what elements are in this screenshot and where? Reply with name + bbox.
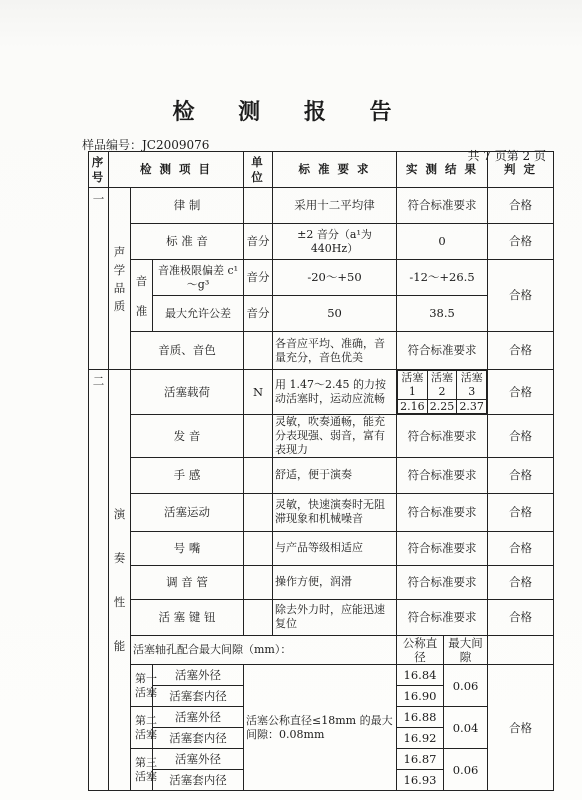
sec1-name: 声学品质 — [109, 188, 131, 370]
item-feel: 手 感 — [131, 457, 244, 493]
report-title: 检 测 报 告 — [172, 99, 410, 125]
header-unit: 单位 — [244, 152, 273, 188]
unit-feel — [244, 457, 273, 493]
result-timbre: 符合标准要求 — [397, 332, 488, 370]
result-standard-pitch: 0 — [397, 224, 488, 260]
result-deviation: -12～+26.5 — [397, 260, 488, 296]
piston-value: 2.25 — [427, 399, 457, 414]
table-row — [89, 224, 554, 260]
piston-2-d2: 16.92 — [397, 728, 444, 749]
unit-lvzhi — [244, 188, 273, 224]
unit-timbre — [244, 332, 273, 370]
table-row — [89, 457, 554, 493]
piston-load-values — [397, 370, 487, 414]
result-valve-button: 符合标准要求 — [397, 599, 488, 635]
table-row — [89, 531, 554, 565]
table-row — [89, 260, 554, 296]
piston-2-inner: 活塞套内径 — [153, 728, 244, 749]
piston-2-gap: 0.04 — [444, 707, 488, 749]
std-feel: 舒适，便于演奏 — [273, 457, 397, 493]
gap-judge: 合格 — [488, 665, 554, 791]
gap-col-nominal: 公称直径 — [397, 635, 444, 665]
gap-col-max: 最大间隙 — [444, 635, 488, 665]
std-sound: 灵敏，吹奏通畅，能充分表现强、弱音，富有表现力 — [273, 415, 397, 457]
unit-deviation: 音分 — [244, 260, 273, 296]
judge-feel: 合格 — [488, 457, 554, 493]
result-feel: 符合标准要求 — [397, 457, 488, 493]
header-standard: 标 准 要 求 — [273, 152, 397, 188]
judge-piston-motion: 合格 — [488, 493, 554, 531]
piston-3-outer: 活塞外径 — [153, 749, 244, 770]
piston-value: 2.16 — [398, 399, 428, 414]
judge-timbre: 合格 — [488, 332, 554, 370]
item-piston-motion: 活塞运动 — [131, 493, 244, 531]
item-valve-button: 活 塞 键 钮 — [131, 599, 244, 635]
piston-head: 活塞1 — [398, 371, 428, 400]
result-tuning-slide: 符合标准要求 — [397, 565, 488, 599]
sec2-number: 二 — [89, 370, 109, 791]
gap-header-row — [89, 635, 554, 665]
std-piston-load: 用 1.47～2.45 的力按动活塞时，运动应流畅 — [273, 370, 397, 415]
table-row — [89, 665, 554, 686]
std-deviation: -20～+50 — [273, 260, 397, 296]
unit-piston-motion — [244, 493, 273, 531]
report-table — [88, 151, 554, 791]
std-tolerance: 50 — [273, 296, 397, 332]
sec2-name: 演奏性能 — [109, 370, 131, 791]
item-standard-pitch: 标 准 音 — [131, 224, 244, 260]
std-valve-button: 除去外力时，应能迅速复位 — [273, 599, 397, 635]
item-lvzhi: 律 制 — [131, 188, 244, 224]
gap-header-judge — [488, 635, 554, 665]
piston-3-gap: 0.06 — [444, 749, 488, 791]
header-seq: 序号 — [89, 152, 109, 188]
unit-tolerance: 音分 — [244, 296, 273, 332]
piston-2-name: 第二活塞 — [131, 707, 153, 749]
std-lvzhi: 采用十二平均律 — [273, 188, 397, 224]
piston-head: 活塞2 — [427, 371, 457, 400]
unit-tuning-slide — [244, 565, 273, 599]
piston-3-d1: 16.87 — [397, 749, 444, 770]
piston-3-d2: 16.93 — [397, 770, 444, 791]
item-mouthpiece: 号 嘴 — [131, 531, 244, 565]
table-row — [89, 332, 554, 370]
piston-1-d1: 16.84 — [397, 665, 444, 686]
header-judge: 判 定 — [488, 152, 554, 188]
judge-mouthpiece: 合格 — [488, 531, 554, 565]
piston-3-name: 第三活塞 — [131, 749, 153, 791]
page-info: 共 7 页第 2 页 — [467, 149, 546, 163]
table-row — [89, 415, 554, 457]
piston-2-d1: 16.88 — [397, 707, 444, 728]
table-row — [89, 565, 554, 599]
item-piston-load: 活塞载荷 — [131, 370, 244, 415]
item-timbre: 音质、音色 — [131, 332, 244, 370]
piston-2-outer: 活塞外径 — [153, 707, 244, 728]
table-row — [89, 370, 554, 415]
result-lvzhi: 符合标准要求 — [397, 188, 488, 224]
piston-1-inner: 活塞套内径 — [153, 686, 244, 707]
judge-valve-button: 合格 — [488, 599, 554, 635]
sample-number: 样品编号：JC2009076 — [82, 138, 210, 152]
item-tolerance: 最大允许公差 — [153, 296, 244, 332]
piston-1-name: 第一活塞 — [131, 665, 153, 707]
result-sound: 符合标准要求 — [397, 415, 488, 457]
judge-standard-pitch: 合格 — [488, 224, 554, 260]
gap-title: 活塞轴孔配合最大间隙（mm）： — [131, 635, 397, 665]
result-mouthpiece: 符合标准要求 — [397, 531, 488, 565]
piston-1-gap: 0.06 — [444, 665, 488, 707]
table-row — [89, 188, 554, 224]
result-piston-load — [397, 370, 488, 415]
piston-value: 2.37 — [457, 399, 487, 414]
unit-standard-pitch: 音分 — [244, 224, 273, 260]
judge-tuning-slide: 合格 — [488, 565, 554, 599]
header-result: 实 测 结 果 — [397, 152, 488, 188]
table-row — [89, 296, 554, 332]
std-tuning-slide: 操作方便，润滑 — [273, 565, 397, 599]
judge-sound: 合格 — [488, 415, 554, 457]
piston-1-d2: 16.90 — [397, 686, 444, 707]
gap-standard: 活塞公称直径≤18mm 的最大间隙：0.08mm — [244, 665, 397, 791]
result-tolerance: 38.5 — [397, 296, 488, 332]
sec1-number: 一 — [89, 188, 109, 370]
result-piston-motion: 符合标准要求 — [397, 493, 488, 531]
piston-head: 活塞3 — [457, 371, 487, 400]
yinzhun-label: 音准 — [131, 260, 153, 332]
judge-piston-load: 合格 — [488, 370, 554, 415]
std-timbre: 各音应平均、准确，音量充分，音色优美 — [273, 332, 397, 370]
item-tuning-slide: 调 音 管 — [131, 565, 244, 599]
table-row — [89, 493, 554, 531]
piston-3-inner: 活塞套内径 — [153, 770, 244, 791]
item-sound: 发 音 — [131, 415, 244, 457]
piston-1-outer: 活塞外径 — [153, 665, 244, 686]
std-standard-pitch: ±2 音分（a¹为 440Hz） — [273, 224, 397, 260]
judge-yinzhun: 合格 — [488, 260, 554, 332]
unit-sound — [244, 415, 273, 457]
header-row — [89, 152, 554, 188]
judge-lvzhi: 合格 — [488, 188, 554, 224]
unit-valve-button — [244, 599, 273, 635]
header-item: 检 测 项 目 — [109, 152, 244, 188]
unit-piston-load: N — [244, 370, 273, 415]
unit-mouthpiece — [244, 531, 273, 565]
std-piston-motion: 灵敏，快速演奏时无阻滞现象和机械噪音 — [273, 493, 397, 531]
table-row — [89, 599, 554, 635]
std-mouthpiece: 与产品等级相适应 — [273, 531, 397, 565]
item-deviation: 音准极限偏差 c¹～g³ — [153, 260, 244, 296]
